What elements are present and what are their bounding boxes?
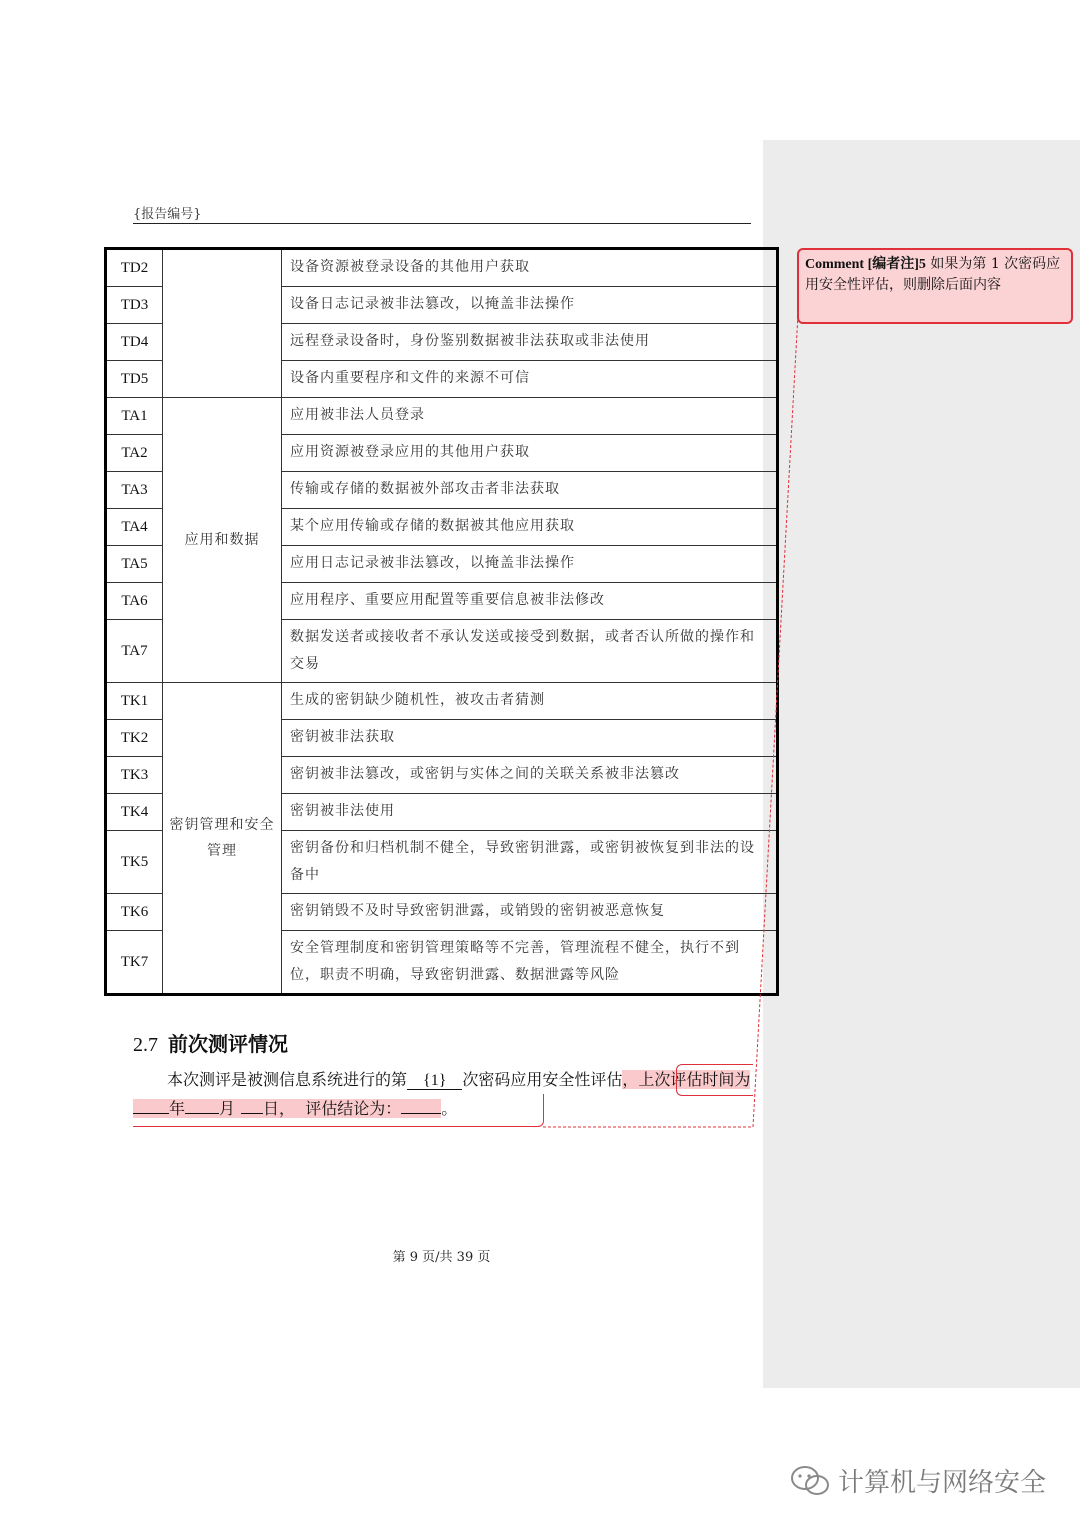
section-number: 2.7 — [133, 1034, 158, 1056]
conclusion-label: 评估结论为： — [305, 1099, 402, 1118]
risk-desc-cell: 密钥被非法使用 — [282, 794, 778, 831]
risk-id-cell: TA5 — [106, 546, 163, 583]
risk-id-cell: TD4 — [106, 324, 163, 361]
risk-id-cell: TA2 — [106, 435, 163, 472]
risk-id-cell: TA7 — [106, 620, 163, 683]
eval-count-field[interactable]: {1} — [407, 1072, 462, 1090]
report-number-header: {报告编号} — [133, 207, 202, 222]
page-footer: 第 9 页/共 39 页 — [392, 1250, 491, 1265]
wechat-icon — [790, 1464, 830, 1498]
risk-id-cell: TK7 — [106, 931, 163, 995]
risk-id-cell: TA6 — [106, 583, 163, 620]
risk-desc-cell: 应用被非法人员登录 — [282, 398, 778, 435]
para-text-1: 本次测评是被测信息系统进行的第 — [167, 1070, 408, 1089]
risk-id-cell: TK2 — [106, 720, 163, 757]
month-label: 月 — [219, 1099, 236, 1118]
para-text-2: 次密码应用安全性评估 — [462, 1070, 623, 1089]
risk-desc-cell: 应用日志记录被非法篡改，以掩盖非法操作 — [282, 546, 778, 583]
risk-id-cell: TA3 — [106, 472, 163, 509]
risk-desc-cell: 安全管理制度和密钥管理策略等不完善，管理流程不健全，执行不到位，职责不明确，导致密钥泄露、数据泄露等风险 — [282, 931, 778, 995]
risk-desc-cell: 设备日志记录被非法篡改，以掩盖非法操作 — [282, 287, 778, 324]
risk-desc-cell: 密钥销毁不及时导致密钥泄露，或销毁的密钥被恶意恢复 — [282, 894, 778, 931]
risk-desc-cell: 密钥备份和归档机制不健全，导致密钥泄露，或密钥被恢复到非法的设备中 — [282, 831, 778, 894]
risk-id-cell: TA4 — [106, 509, 163, 546]
risk-id-cell: TK1 — [106, 683, 163, 720]
comment-tag: Comment [编者注]5 — [805, 257, 926, 272]
risk-desc-cell: 数据发送者或接收者不承认发送或接受到数据，或者否认所做的操作和交易 — [282, 620, 778, 683]
comment-text: 如果为第 1 次密码应用安全性评估，则删除后面内容 — [805, 256, 1061, 293]
risk-desc-cell: 设备资源被登录设备的其他用户获取 — [282, 249, 778, 287]
risk-id-cell: TK3 — [106, 757, 163, 794]
section-title: 前次测评情况 — [168, 1032, 288, 1056]
risk-id-cell: TD2 — [106, 249, 163, 287]
risk-desc-cell: 密钥被非法篡改，或密钥与实体之间的关联关系被非法篡改 — [282, 757, 778, 794]
comment-balloon[interactable] — [797, 248, 1073, 324]
risk-desc-cell: 远程登录设备时，身份鉴别数据被非法获取或非法使用 — [282, 324, 778, 361]
risk-id-cell: TD5 — [106, 361, 163, 398]
risk-desc-cell: 密钥被非法获取 — [282, 720, 778, 757]
para-text-3: ，上次评估时间为 — [622, 1070, 751, 1089]
risk-desc-cell: 某个应用传输或存储的数据被其他应用获取 — [282, 509, 778, 546]
risk-desc-cell: 生成的密钥缺少随机性，被攻击者猜测 — [282, 683, 778, 720]
risk-desc-cell: 应用资源被登录应用的其他用户获取 — [282, 435, 778, 472]
category-cell: 密钥管理和安全管理 — [163, 683, 282, 995]
risk-id-cell: TA1 — [106, 398, 163, 435]
watermark-text: 计算机与网络安全 — [838, 1468, 1047, 1498]
risk-id-cell: TD3 — [106, 287, 163, 324]
day-label: 日， — [263, 1099, 296, 1118]
risk-desc-cell: 应用程序、重要应用配置等重要信息被非法修改 — [282, 583, 778, 620]
risk-desc-cell: 传输或存储的数据被外部攻击者非法获取 — [282, 472, 778, 509]
category-cell: 应用和数据 — [163, 398, 282, 683]
risk-id-cell: TK5 — [106, 831, 163, 894]
year-label: 年 — [169, 1099, 186, 1118]
risk-id-cell: TK6 — [106, 894, 163, 931]
para-end: 。 — [441, 1099, 458, 1118]
risk-id-cell: TK4 — [106, 794, 163, 831]
watermark — [790, 1462, 1046, 1499]
risk-desc-cell: 设备内重要程序和文件的来源不可信 — [282, 361, 778, 398]
